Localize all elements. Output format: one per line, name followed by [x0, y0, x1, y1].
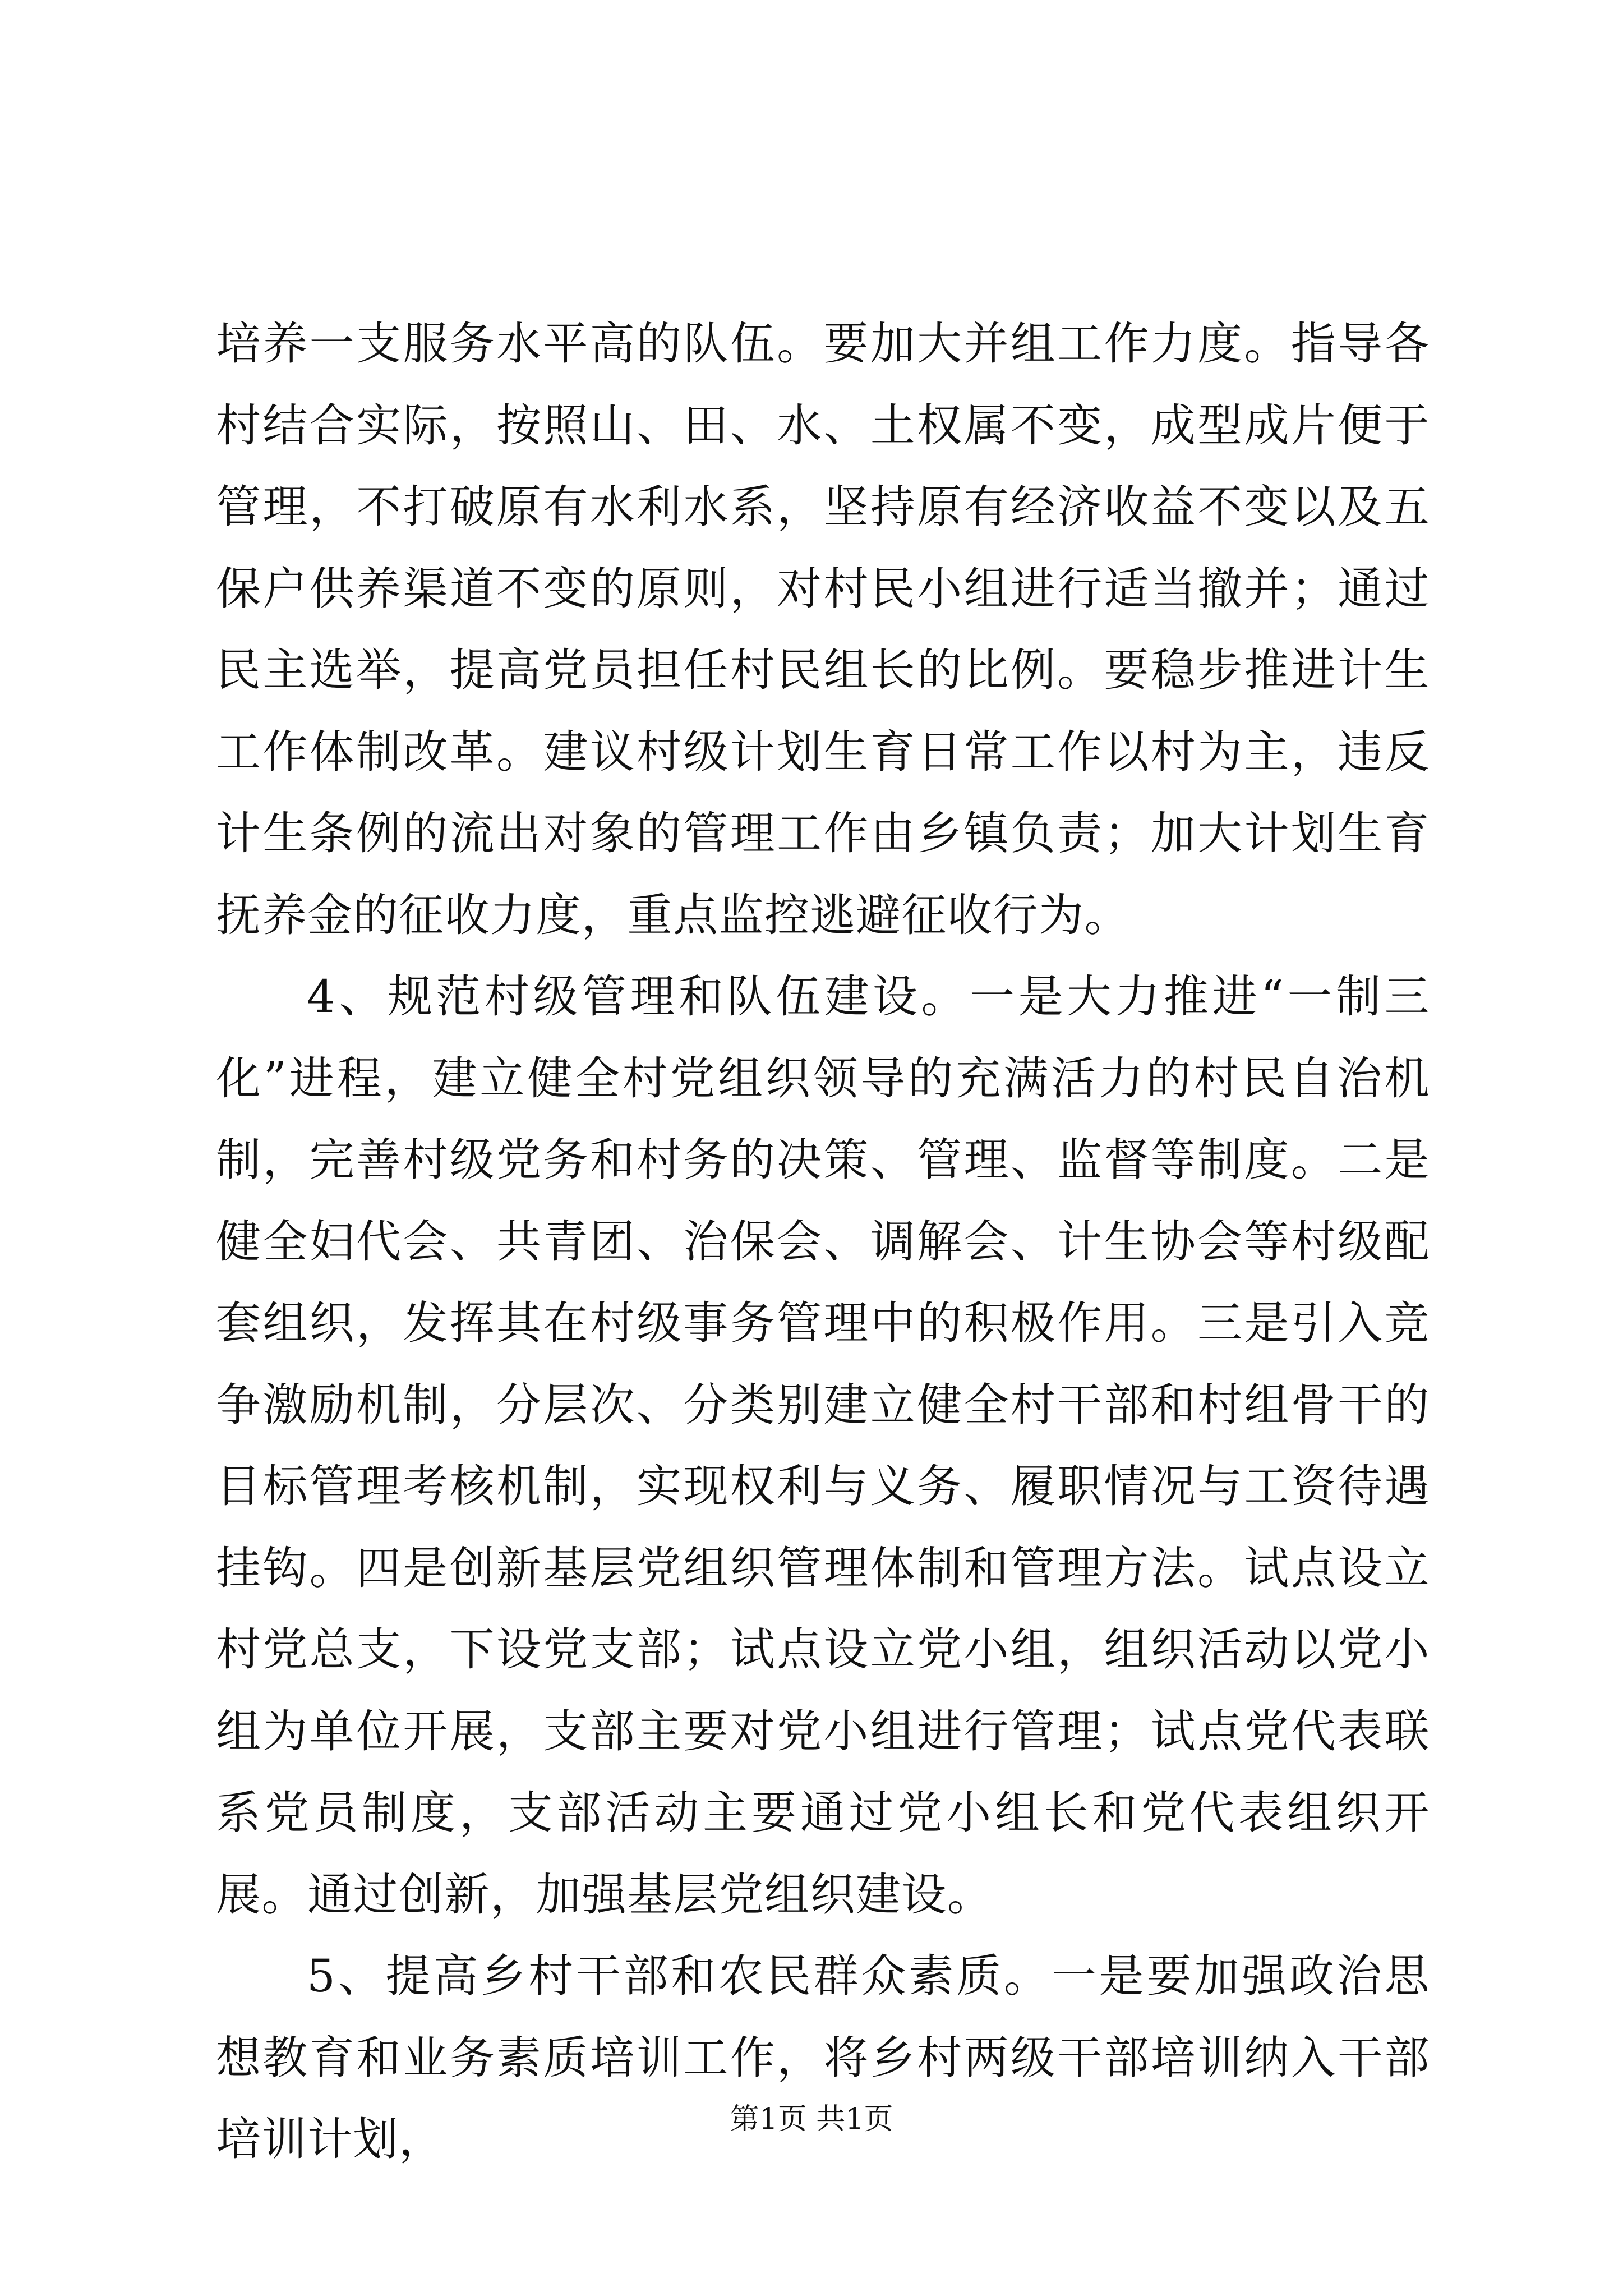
paragraph-continuation: 培养一支服务水平高的队伍。要加大并组工作力度。指导各村结合实际，按照山、田、水、土权属不变，成型成片便于管理，不打破原有水利水系，坚持原有经济收益不变以及五保户供养渠道不变的原则，对村民小组进行适当撤并；通过民主选举，提高党员担任村民组长的比例。要稳步推进计生工作体制改革。建议村级计划生育日常工作以村为主，违反计生条例的流出对象的管理工作由乡镇负责；加大计划生育抚养金的征收力度，重点监控逃避征收行为。 — [216, 318, 1430, 941]
page-footer: 第1页 共1页 — [730, 2102, 893, 2136]
paragraph-item-5: 5、提高乡村干部和农民群众素质。一是要加强政治思想教育和业务素质培训工作，将乡村两级干部培训纳入干部培训计划， — [216, 1950, 1430, 2165]
paragraph-item-4: 4、规范村级管理和队伍建设。一是大力推进“一制三化”进程，建立健全村党组织领导的充满活力的村民自治机制，完善村级党务和村务的决策、管理、监督等制度。二是健全妇代会、共青团、治保会、调解会、计生协会等村级配套组织，发挥其在村级事务管理中的积极作用。三是引入竞争激励机制，分层次、分类别建立健全村干部和村组骨干的目标管理考核机制，实现权利与义务、履职情况与工资待遇挂钩。四是创新基层党组织管理体制和管理方法。试点设立村党总支，下设党支部；试点设立党小组，组织活动以党小组为单位开展，支部主要对党小组进行管理；试点党代表联系党员制度，支部活动主要通过党小组长和党代表组织开展。通过创新，加强基层党组织建设。 — [216, 970, 1430, 1921]
document-body — [216, 303, 1430, 2180]
